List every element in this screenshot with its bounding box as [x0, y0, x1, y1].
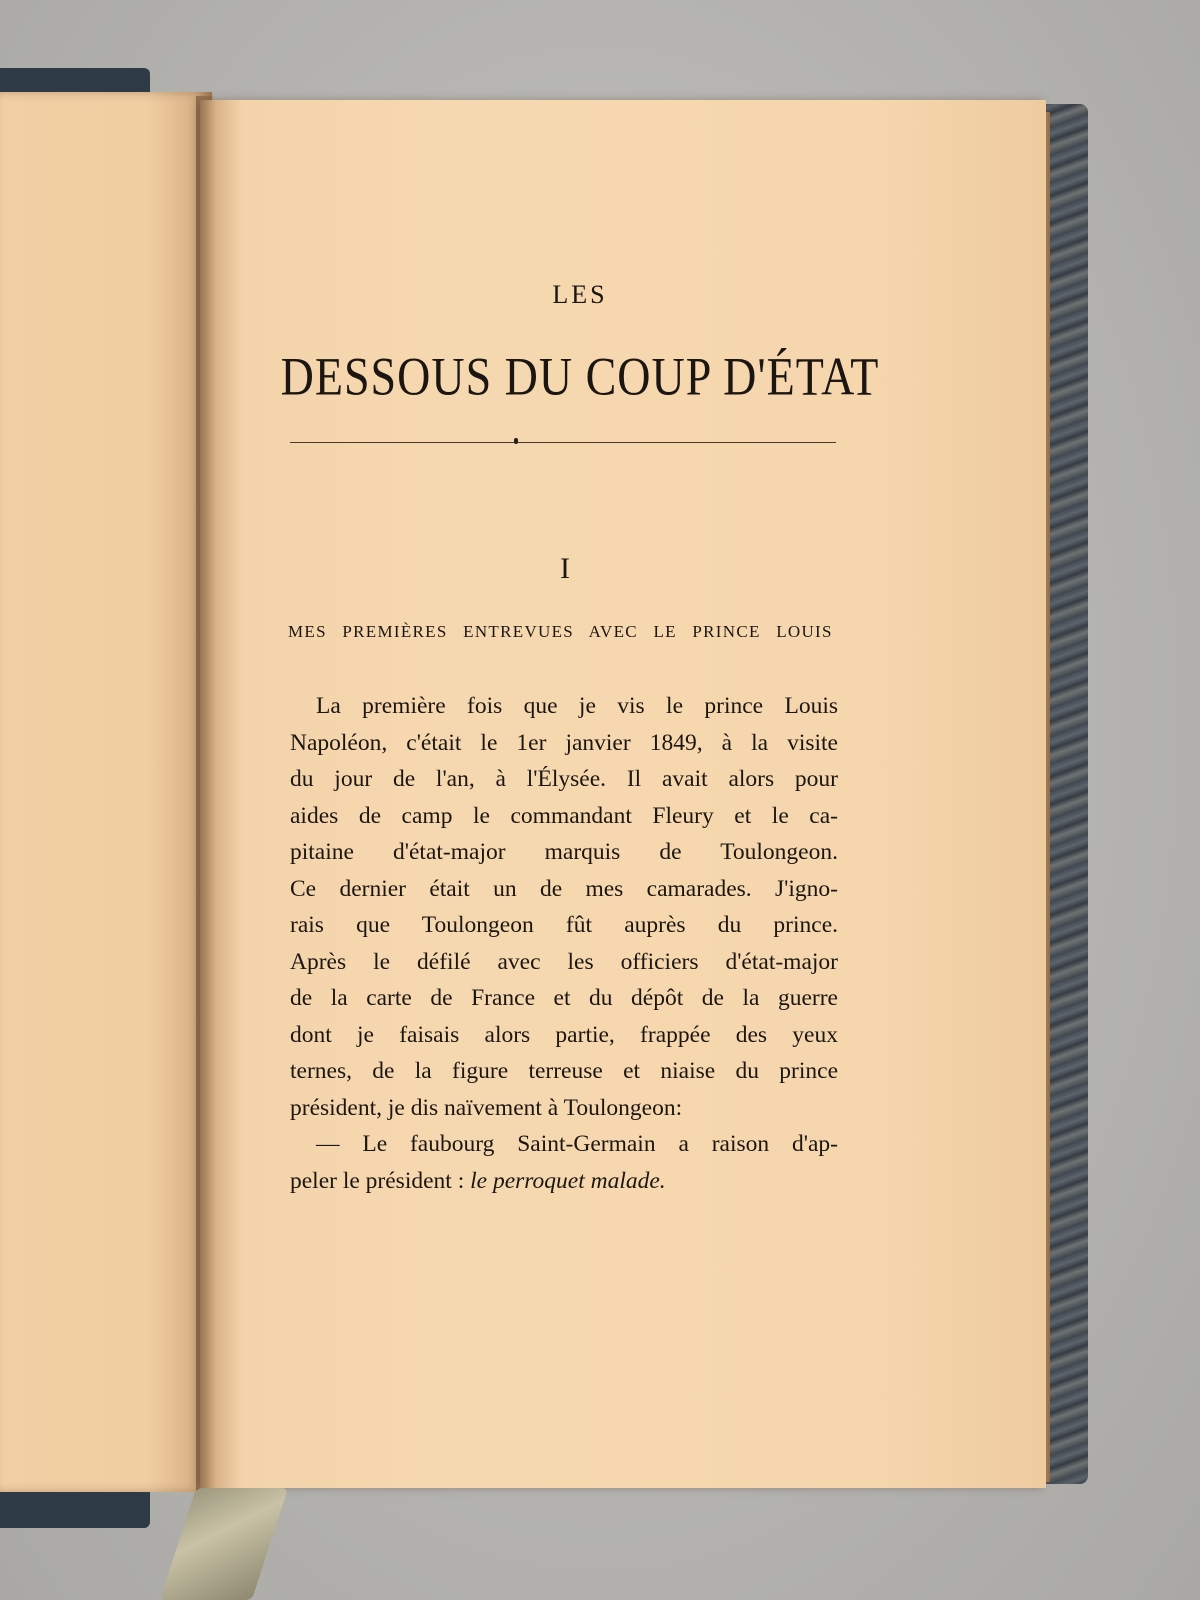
- text-line: aides de camp le commandant Fleury et le ca-: [290, 802, 838, 829]
- dialogue-lead: peler le président :: [290, 1167, 471, 1194]
- chapter-number: I: [560, 552, 570, 585]
- dialogue-line: — Le faubourg Saint-Germain a raison d'ap-: [316, 1131, 838, 1157]
- book-title: DESSOUS DU COUP D'ÉTAT: [280, 346, 880, 407]
- text-line: rais que Toulongeon fût auprès du prince.: [290, 912, 838, 938]
- title-small: LES: [552, 280, 608, 309]
- gutter-shadow: [196, 96, 216, 1492]
- text-line: de la carte de France et du dépôt de la guerre: [290, 985, 838, 1011]
- text-line: Après le défilé avec les officiers d'état-major: [290, 948, 838, 975]
- text-line: Napoléon, c'était le 1er janvier 1849, à la visite: [290, 729, 838, 756]
- text-line: Ce dernier était un de mes camarades. J'igno-: [290, 875, 838, 902]
- dialogue-italic: le perroquet malade.: [470, 1167, 666, 1194]
- left-page: [0, 92, 212, 1492]
- chapter-title: MES PREMIÈRES ENTREVUES AVEC LE PRINCE LOUIS: [288, 622, 833, 641]
- rule-ornament: [514, 438, 518, 444]
- text-line: ternes, de la figure terreuse et niaise du prince: [290, 1058, 838, 1084]
- text-line: dont je faisais alors partie, frappée des yeux: [290, 1021, 838, 1048]
- dialogue-line: [290, 1163, 838, 1200]
- text-line: du jour de l'an, à l'Élysée. Il avait alors pour: [290, 766, 838, 792]
- body-text: [290, 688, 838, 1199]
- text-line: président, je dis naïvement à Toulongeon:: [290, 1094, 683, 1121]
- title-rule: [290, 442, 836, 443]
- text-line: La première fois que je vis le prince Louis: [316, 693, 838, 719]
- text-line: pitaine d'état-major marquis de Toulongeon.: [290, 839, 838, 865]
